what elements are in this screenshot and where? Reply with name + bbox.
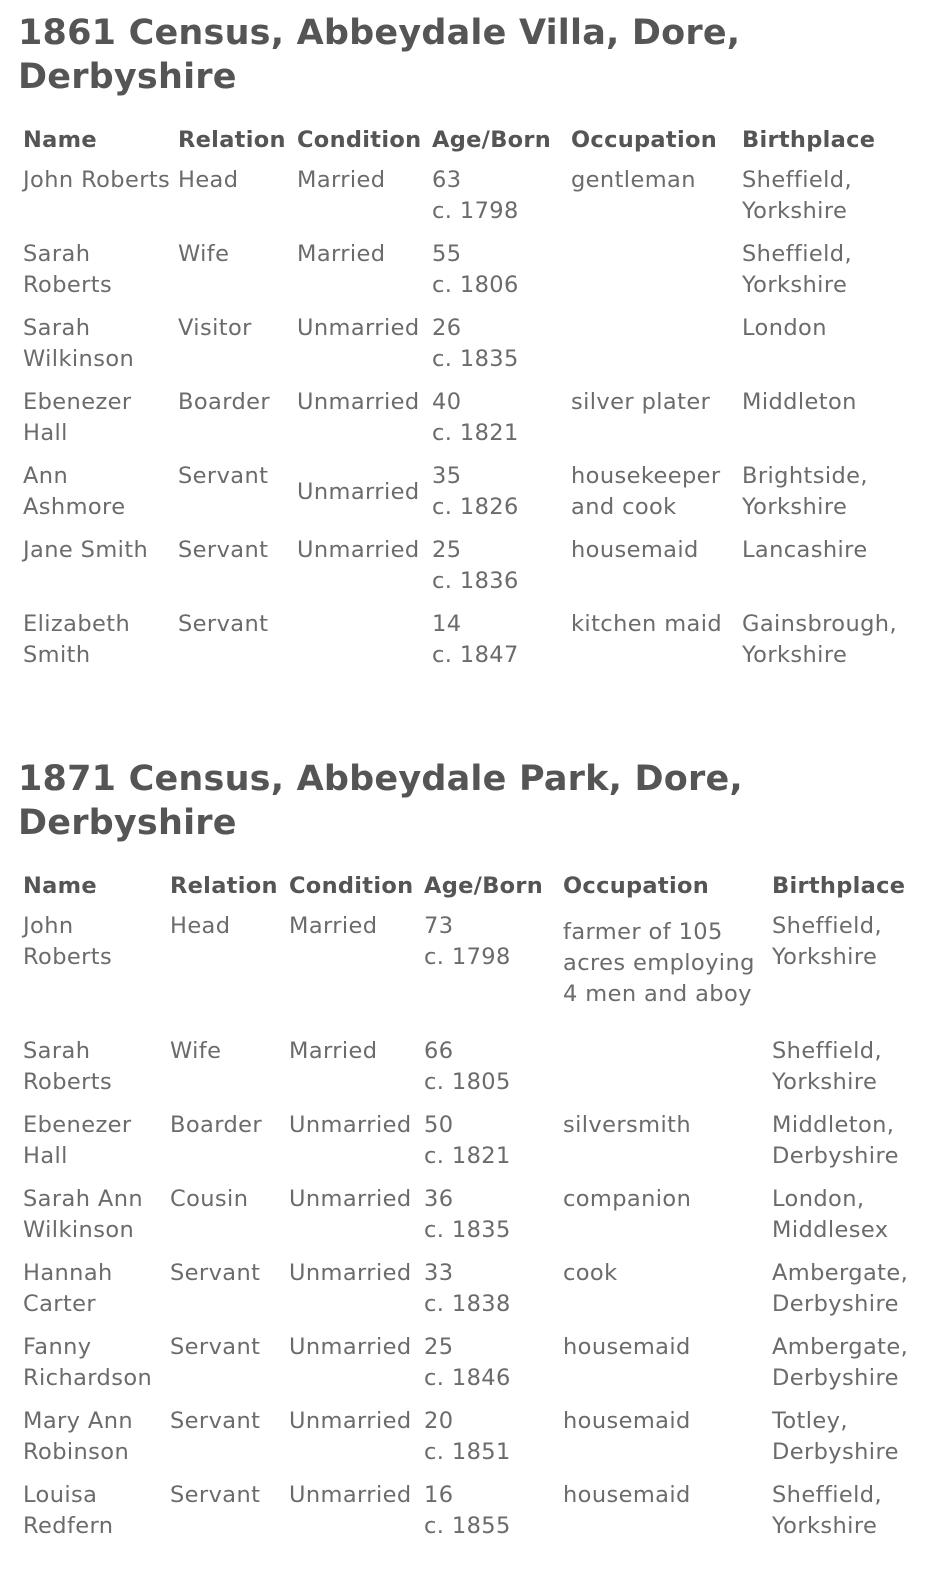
cell-age-born bbox=[427, 313, 566, 387]
cell-age-born bbox=[419, 1258, 558, 1332]
census-1871-title: 1871 Census, Abbeydale Park, Dore, Derbyshire bbox=[18, 759, 743, 843]
cell-age: 26 bbox=[432, 315, 462, 341]
cell-age: 35 bbox=[432, 463, 462, 489]
cell-birthplace: London, Middlesex bbox=[772, 1186, 889, 1243]
cell-name: Hannah Carter bbox=[23, 1260, 113, 1317]
table-row bbox=[18, 165, 938, 239]
cell-birthplace: London bbox=[742, 315, 827, 341]
cell-name: Ebenezer Hall bbox=[23, 1112, 132, 1169]
cell-age: 25 bbox=[432, 537, 462, 563]
cell-relation: Head bbox=[170, 913, 231, 939]
table-row bbox=[18, 535, 938, 609]
cell-born: c. 1798 bbox=[424, 944, 511, 970]
cell-birthplace: Sheffield, Yorkshire bbox=[772, 913, 883, 970]
cell-name: Louisa Redfern bbox=[23, 1482, 114, 1539]
cell-birthplace: Ambergate, Derbyshire bbox=[772, 1334, 909, 1391]
cell-age-born bbox=[419, 1480, 558, 1554]
cell-name: Mary Ann Robinson bbox=[23, 1408, 134, 1465]
cell-age-born bbox=[419, 911, 558, 1036]
cell-age: 73 bbox=[424, 913, 454, 939]
table-row bbox=[18, 387, 938, 461]
cell-name: Ebenezer Hall bbox=[23, 389, 132, 446]
table-row bbox=[18, 1406, 938, 1480]
header-age-born: Age/Born bbox=[424, 873, 544, 899]
cell-relation: Boarder bbox=[170, 1112, 263, 1138]
cell-condition: Unmarried bbox=[289, 1334, 412, 1360]
cell-age: 25 bbox=[424, 1334, 454, 1360]
cell-condition: Unmarried bbox=[297, 315, 420, 341]
cell-relation: Cousin bbox=[170, 1186, 249, 1212]
cell-relation: Servant bbox=[170, 1482, 261, 1508]
cell-birthplace: Brightside, Yorkshire bbox=[742, 463, 868, 520]
cell-age: 16 bbox=[424, 1482, 454, 1508]
cell-birthplace: Sheffield, Yorkshire bbox=[742, 167, 853, 224]
cell-born: c. 1826 bbox=[432, 494, 519, 520]
cell-born: c. 1821 bbox=[424, 1143, 511, 1169]
cell-relation: Servant bbox=[170, 1334, 261, 1360]
cell-relation: Servant bbox=[178, 537, 269, 563]
header-condition: Condition bbox=[297, 127, 422, 153]
cell-birthplace: Sheffield, Yorkshire bbox=[742, 241, 853, 298]
header-birthplace: Birthplace bbox=[742, 127, 876, 153]
cell-name: Sarah Roberts bbox=[23, 1038, 113, 1095]
cell-occupation: housemaid bbox=[563, 1408, 691, 1434]
table-row bbox=[18, 1036, 938, 1110]
cell-age-born bbox=[419, 1036, 558, 1110]
cell-age: 36 bbox=[424, 1186, 454, 1212]
cell-age-born bbox=[427, 239, 566, 313]
cell-condition: Married bbox=[297, 167, 386, 193]
cell-occupation: silversmith bbox=[563, 1112, 692, 1138]
cell-name: John Roberts bbox=[23, 167, 171, 193]
cell-occupation: silver plater bbox=[571, 389, 711, 415]
cell-condition: Married bbox=[289, 1038, 378, 1064]
cell-birthplace: Middleton, Derbyshire bbox=[772, 1112, 899, 1169]
cell-condition: Unmarried bbox=[289, 1186, 412, 1212]
cell-age: 14 bbox=[432, 611, 462, 637]
header-occupation: Occupation bbox=[571, 127, 718, 153]
cell-born: c. 1838 bbox=[424, 1291, 511, 1317]
cell-relation: Servant bbox=[170, 1260, 261, 1286]
cell-born: c. 1821 bbox=[432, 420, 519, 446]
header-condition: Condition bbox=[289, 873, 414, 899]
cell-condition: Unmarried bbox=[297, 389, 420, 415]
cell-relation: Visitor bbox=[178, 315, 252, 341]
cell-name: Ann Ashmore bbox=[23, 463, 126, 520]
cell-age-born bbox=[427, 609, 566, 683]
cell-condition: Unmarried bbox=[289, 1482, 412, 1508]
cell-name: Jane Smith bbox=[23, 537, 149, 563]
table-row bbox=[18, 461, 938, 535]
cell-age-born bbox=[419, 1184, 558, 1258]
cell-age-born bbox=[419, 1110, 558, 1184]
table-row bbox=[18, 1480, 938, 1554]
cell-born: c. 1805 bbox=[424, 1069, 511, 1095]
cell-born: c. 1806 bbox=[432, 272, 519, 298]
cell-born: c. 1851 bbox=[424, 1439, 511, 1465]
cell-occupation: housemaid bbox=[563, 1482, 691, 1508]
cell-age: 55 bbox=[432, 241, 462, 267]
cell-age-born bbox=[419, 1332, 558, 1406]
cell-occupation: companion bbox=[563, 1186, 692, 1212]
cell-name: Elizabeth Smith bbox=[23, 611, 131, 668]
cell-birthplace: Sheffield, Yorkshire bbox=[772, 1038, 883, 1095]
cell-occupation: farmer of 105 acres employing 4 men and aboy bbox=[563, 919, 755, 1007]
cell-occupation: gentleman bbox=[571, 167, 696, 193]
header-name: Name bbox=[23, 127, 97, 153]
cell-age-born bbox=[427, 461, 566, 535]
census-1861-table bbox=[18, 125, 938, 683]
census-1861-title: 1861 Census, Abbeydale Villa, Dore, Derbyshire bbox=[18, 13, 741, 97]
header-birthplace: Birthplace bbox=[772, 873, 906, 899]
cell-age: 66 bbox=[424, 1038, 454, 1064]
header-age-born: Age/Born bbox=[432, 127, 552, 153]
cell-age-born bbox=[419, 1406, 558, 1480]
cell-name: Sarah Ann Wilkinson bbox=[23, 1186, 144, 1243]
cell-name: Fanny Richardson bbox=[23, 1334, 153, 1391]
table-row bbox=[18, 1258, 938, 1332]
cell-age: 20 bbox=[424, 1408, 454, 1434]
table-row bbox=[18, 1110, 938, 1184]
cell-age: 33 bbox=[424, 1260, 454, 1286]
cell-condition: Unmarried bbox=[289, 1112, 412, 1138]
table-row bbox=[18, 313, 938, 387]
cell-occupation: housemaid bbox=[571, 537, 699, 563]
census-1861-section bbox=[0, 0, 938, 683]
cell-relation: Wife bbox=[178, 241, 230, 267]
cell-condition: Unmarried bbox=[297, 537, 420, 563]
table-row bbox=[18, 1184, 938, 1258]
cell-relation: Servant bbox=[178, 463, 269, 489]
cell-born: c. 1847 bbox=[432, 642, 519, 668]
cell-name: Sarah Wilkinson bbox=[23, 315, 135, 372]
header-relation: Relation bbox=[170, 873, 278, 899]
cell-birthplace: Sheffield, Yorkshire bbox=[772, 1482, 883, 1539]
cell-age: 40 bbox=[432, 389, 462, 415]
header-relation: Relation bbox=[178, 127, 286, 153]
cell-birthplace: Gainsbrough, Yorkshire bbox=[742, 611, 898, 668]
cell-age: 50 bbox=[424, 1112, 454, 1138]
cell-condition: Unmarried bbox=[297, 478, 420, 505]
cell-relation: Boarder bbox=[178, 389, 271, 415]
cell-born: c. 1835 bbox=[424, 1217, 511, 1243]
table-row bbox=[18, 239, 938, 313]
table-header-row bbox=[18, 125, 938, 165]
cell-occupation: housemaid bbox=[563, 1334, 691, 1360]
census-1871-section bbox=[0, 757, 938, 1554]
census-1871-body bbox=[18, 911, 938, 1554]
cell-age-born bbox=[427, 165, 566, 239]
table-row bbox=[18, 609, 938, 683]
cell-born: c. 1846 bbox=[424, 1365, 511, 1391]
cell-born: c. 1798 bbox=[432, 198, 519, 224]
cell-birthplace: Lancashire bbox=[742, 537, 868, 563]
cell-condition: Unmarried bbox=[289, 1260, 412, 1286]
cell-condition bbox=[292, 609, 427, 683]
cell-age-born bbox=[427, 387, 566, 461]
cell-born: c. 1836 bbox=[432, 568, 519, 594]
cell-relation: Wife bbox=[170, 1038, 222, 1064]
cell-birthplace: Totley, Derbyshire bbox=[772, 1408, 899, 1465]
table-header-row bbox=[18, 871, 938, 911]
cell-occupation bbox=[558, 1036, 767, 1110]
cell-name: Sarah Roberts bbox=[23, 241, 113, 298]
cell-age: 63 bbox=[432, 167, 462, 193]
cell-condition: Married bbox=[289, 913, 378, 939]
table-row bbox=[18, 1332, 938, 1406]
census-1871-table bbox=[18, 871, 938, 1554]
cell-birthplace: Middleton bbox=[742, 389, 857, 415]
cell-name: John Roberts bbox=[23, 913, 113, 970]
header-name: Name bbox=[23, 873, 97, 899]
cell-occupation: cook bbox=[563, 1260, 618, 1286]
cell-condition: Unmarried bbox=[289, 1408, 412, 1434]
cell-born: c. 1835 bbox=[432, 346, 519, 372]
header-occupation: Occupation bbox=[563, 873, 710, 899]
cell-relation: Head bbox=[178, 167, 239, 193]
cell-occupation bbox=[566, 239, 737, 313]
cell-born: c. 1855 bbox=[424, 1513, 511, 1539]
cell-relation: Servant bbox=[178, 611, 269, 637]
census-1861-body bbox=[18, 165, 938, 683]
cell-birthplace: Ambergate, Derbyshire bbox=[772, 1260, 909, 1317]
cell-occupation: kitchen maid bbox=[571, 611, 723, 637]
cell-relation: Servant bbox=[170, 1408, 261, 1434]
cell-occupation: housekeeper and cook bbox=[571, 463, 721, 520]
table-row bbox=[18, 911, 938, 1036]
cell-occupation bbox=[566, 313, 737, 387]
cell-condition: Married bbox=[297, 241, 386, 267]
cell-age-born bbox=[427, 535, 566, 609]
